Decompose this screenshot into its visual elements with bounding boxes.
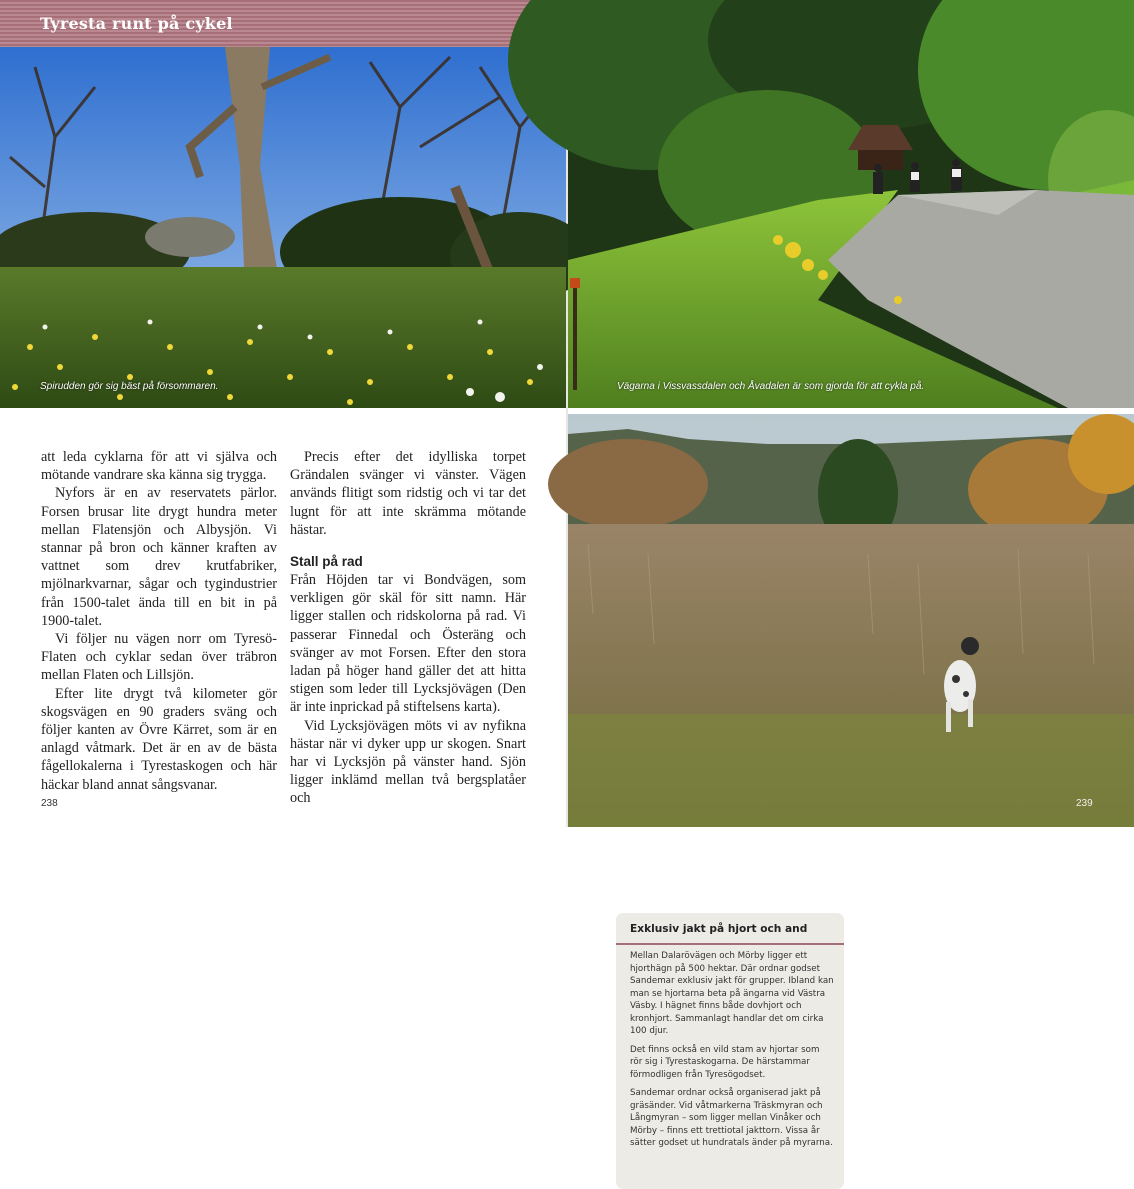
right-top-photo-caption: Vägarna i Vissvassdalen och Åvadalen är som gjorda för att cykla på. [617,381,925,392]
text-column-1 [41,448,277,794]
factbox [616,913,844,1189]
paragraph: Från Höjden tar vi Bondvägen, som verkligen gör skäl för sitt namn. Här ligger stallen och ridskolorna på rad. Vi passerar Finnedal och Österäng och svänger av mot Forsen. Efter den stora ladan på höger hand gäller det att hitta stigen som leder till Lycksjövägen (Den är inte inprickad på stiftelsens karta). [290,572,526,716]
factbox-title: Exklusiv jakt på hjort och and [630,923,808,935]
section-title: Tyresta runt på cykel [40,14,233,33]
factbox-paragraph: Sandemar ordnar också organiserad jakt på gräsänder. Vid våtmarkerna Träskmyran och Långmyran – som ligger mellan Vinåker och Mörby – finns ett trettiotal jakttorn. Vissa år sätter godset ut hundratals änder på myrarna. [630,1088,833,1148]
paragraph: Nyfors är en av reservatets pärlor. Forsen brusar lite drygt hundra meter mellan Flatensjön och Albysjön. Vi stannar på bron och känner kraften av vattnet som drev krutfabriker, mjölnarkvarnar, sågar och tygindustrier från 1500-talet ända till en bit in på 1900-talet. [41,485,277,629]
factbox-body [630,950,834,1156]
paragraph: Vid Lycksjövägen möts vi av nyfikna hästar när vi dyker upp ur skogen. Snart har vi Lycksjön på vänster hand. Sjön ligger inklämd mellan två bergsplatåer och [290,717,526,807]
paragraph: Vi följer nu vägen norr om Tyresö-Flaten och cyklar sedan över träbron mellan Flaten och Lillsjön. [41,631,277,684]
paragraph: att leda cyklarna för att vi själva och mötande vandrare ska känna sig trygga. [41,449,277,484]
marsh-dog-photo [568,414,1134,1148]
paragraph: Precis efter det idylliska torpet Grändalen svänger vi vänster. Vägen används flitigt som ridstig och vi tar det lugnt för att inte skrämma mötande hästar. [290,449,526,538]
text-column-2 [290,448,526,808]
right-page [568,0,1134,1148]
page-number-right: 239 [1076,798,1093,809]
left-photo-caption: Spirudden gör sig bäst på försommaren. [40,381,219,392]
left-page [0,0,566,827]
meadow-photo [0,47,566,408]
factbox-paragraph: Det finns också en vild stam av hjortar som rör sig i Tyrestaskogarna. De härstammar förmodligen från Tyresögodset. [630,1044,820,1080]
header-band [0,0,566,47]
paragraph: Efter lite drygt två kilometer gör skogsvägen en 90 graders sväng och följer kanten av Övre Kärret, som är en anlagd våtmark. Det är en av de bästa fågellokalerna i Tyrestaskogen och här häckar bland annat sångsvanar. [41,685,277,793]
factbox-paragraph: Mellan Dalarövägen och Mörby ligger ett hjorthägn på 500 hektar. Där ordnar godset Sandemar exklusiv jakt för grupper. Ibland kan man se hjortarna beta på ängarna vid Västra Väsby. I hägnet finns både dovhjort och kronhjort. Sammanlagt handlar det om cirka 100 djur. [630,951,834,1036]
subheading: Stall på rad [290,554,363,570]
cyclists-road-photo [568,0,1134,408]
factbox-rule [616,943,844,945]
page-number-left: 238 [41,798,58,809]
